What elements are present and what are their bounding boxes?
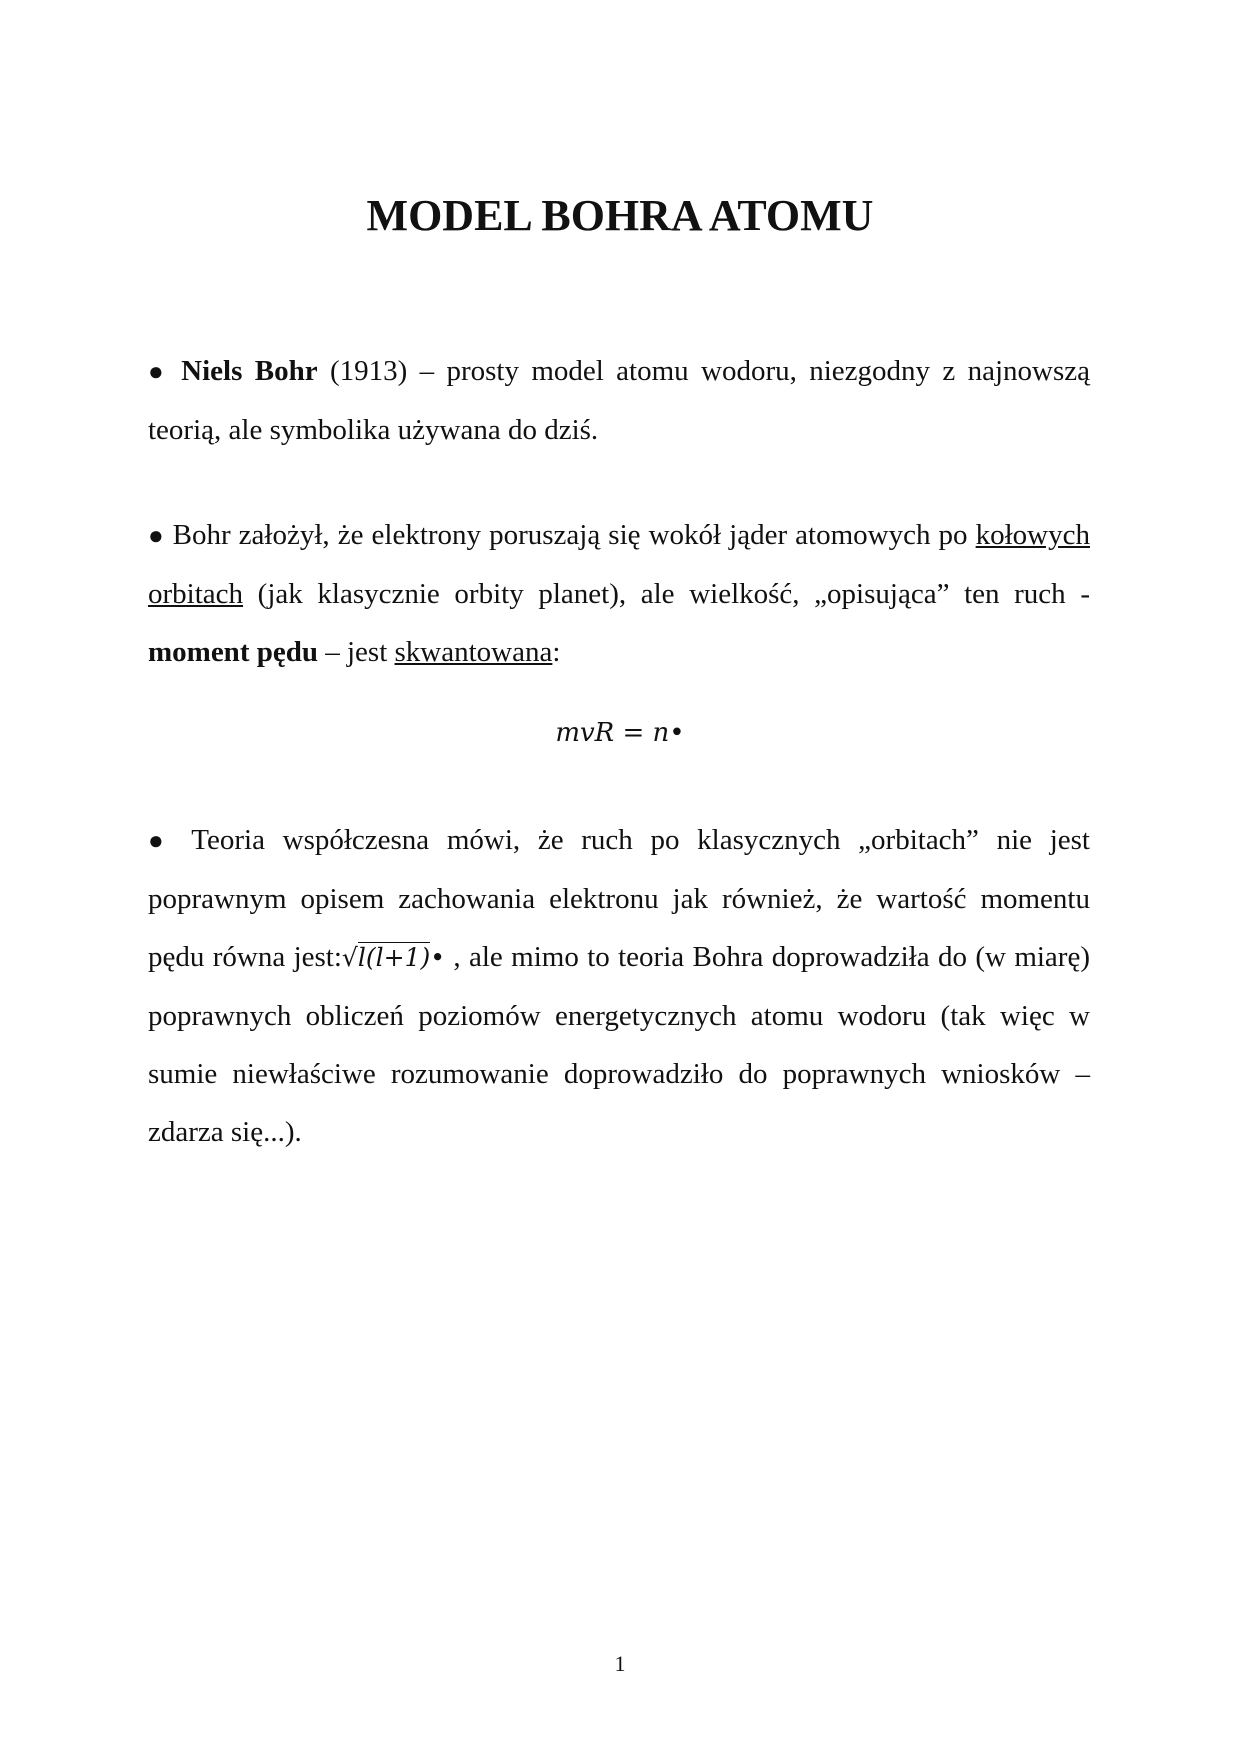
bullet-icon: ● <box>148 826 175 855</box>
sqrt-symbol: √ <box>341 943 358 972</box>
bold-name: Niels Bohr <box>181 355 318 387</box>
paragraph-text: , ale mimo to teoria Bohra doprowadziła do (w miarę) poprawnych obliczeń poziomów energetycznych atomu wodoru (tak więc w sumie niewłaściwe rozumowanie doprowadziło do poprawnych wniosków – zdarza się...). <box>148 941 1090 1148</box>
underlined-text: kołowych orbitach <box>148 519 1090 610</box>
paragraph-niels-bohr <box>148 342 1090 459</box>
paragraph-text: : <box>552 636 561 668</box>
paragraph-modern-theory <box>148 811 1090 1161</box>
paragraph-text: (jak klasycznie orbity planet), ale wielkość, „opisująca” ten ruch - <box>243 578 1090 610</box>
paragraph-text: Bohr założył, że elektrony poruszają się wokół jąder atomowych po <box>164 519 976 551</box>
paragraph-text: – jest <box>317 636 395 668</box>
paragraph-text: (1913) – prosty model atomu wodoru, niezgodny z najnowszą teorią, ale symbolika używana do dziś. <box>148 355 1090 446</box>
sqrt-formula <box>342 942 445 972</box>
bullet-icon: ● <box>148 521 165 550</box>
formula-suffix: • <box>430 943 445 972</box>
bullet-icon: ● <box>148 357 169 386</box>
paragraph-text: Teoria współczesna mówi, że ruch po klasycznych „orbitach” nie jest poprawnym opisem zachowania elektronu jak również, że wartość momentu pędu równa jest: <box>148 824 1090 973</box>
paragraph-bohr-assumption <box>148 506 1090 681</box>
sqrt-radicand: l(l+1) <box>357 943 431 972</box>
bold-text: moment pędu <box>148 636 318 668</box>
document-title: MODEL BOHRA ATOMU <box>366 191 874 240</box>
underlined-text: skwantowana <box>394 636 553 668</box>
formula-angular-momentum: mvR = n• <box>555 718 685 748</box>
page-number: 1 <box>614 1651 626 1676</box>
